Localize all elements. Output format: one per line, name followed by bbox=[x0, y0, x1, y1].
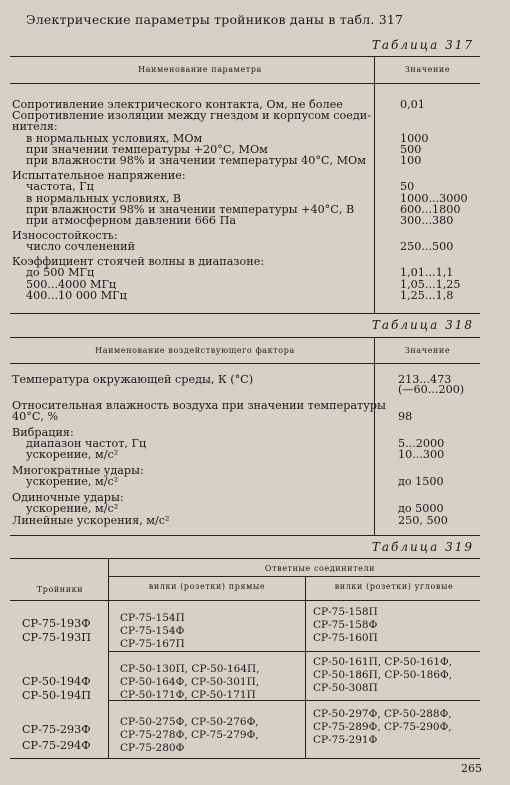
table-317-row-name: при влажности 98% и значении температуры +40°С, В bbox=[26, 203, 355, 216]
table-319-header-straight: вилки (розетки) прямые bbox=[148, 582, 266, 591]
table-317-header-name: Наименование параметра bbox=[138, 65, 262, 74]
table-318-row-value: 213...473 bbox=[398, 373, 452, 386]
table-318-row-name: ускорение, м/с² bbox=[26, 502, 119, 515]
table-319-angle-connector: СР-50-308П bbox=[313, 682, 378, 694]
table-317-top-rule bbox=[10, 56, 480, 57]
table-317-row-value: 50 bbox=[400, 180, 415, 193]
table-319-angle-connector: СР-75-291Ф bbox=[313, 734, 378, 746]
table-317-row-value: 600...1800 bbox=[400, 203, 461, 216]
table-317-row-value: 500 bbox=[400, 143, 422, 156]
table-318-top-rule bbox=[10, 337, 480, 338]
table-318-caption: Таблица 318 bbox=[371, 318, 474, 332]
table-319-tee: СР-75-193Ф bbox=[22, 617, 91, 630]
table-319-top-rule bbox=[10, 558, 480, 559]
table-318-row-name: Вибрация: bbox=[12, 426, 74, 439]
table-317-row-name: нителя: bbox=[12, 120, 58, 133]
table-318-row-name: Линейные ускорения, м/с² bbox=[12, 514, 170, 527]
table-319-angle-connector: СР-75-289Ф, СР-75-290Ф, bbox=[313, 721, 452, 733]
table-318-row-value: 5...2000 bbox=[398, 437, 445, 450]
table-317-row-name: при значении температуры +20°С, МОм bbox=[26, 143, 268, 156]
table-317-header-rule bbox=[10, 83, 480, 84]
table-318-row-value: 250, 500 bbox=[398, 514, 448, 527]
table-319-straight-connector: СР-50-164Ф, СР-50-301П, bbox=[120, 676, 260, 688]
table-319-angle-connector: СР-75-158П bbox=[313, 606, 378, 618]
table-317-column-rule bbox=[374, 56, 375, 313]
table-319-header-tee: Тройники bbox=[36, 585, 84, 594]
table-318-header-value: Значение bbox=[404, 346, 451, 355]
table-318-row-value: 98 bbox=[398, 410, 413, 423]
table-319-header-angle: вилки (розетки) угловые bbox=[334, 582, 454, 591]
table-318-row-name: ускорение, м/с² bbox=[26, 475, 119, 488]
table-317-header-value: Значение bbox=[404, 65, 451, 74]
table-317-row-name: при атмосферном давлении 666 Па bbox=[26, 214, 237, 227]
intro-text: Электрические параметры тройников даны в табл. 317 bbox=[26, 12, 404, 27]
table-317-row-value: 1,01...1,1 bbox=[400, 266, 454, 279]
table-319-mating-column-rule bbox=[305, 576, 306, 758]
table-317-row-value: 1000...3000 bbox=[400, 192, 468, 205]
table-317-row-value: 300...380 bbox=[400, 214, 454, 227]
table-318-row-name: Одиночные удары: bbox=[12, 491, 124, 504]
table-319-tee-column-rule bbox=[108, 558, 109, 758]
table-319-tee: СР-75-294Ф bbox=[22, 739, 91, 752]
table-319-header-mating: Ответные соединители bbox=[264, 564, 376, 573]
table-318-row-name: 40°С, % bbox=[12, 410, 59, 423]
table-317-row-value: 1,25...1,8 bbox=[400, 289, 454, 302]
table-319-bottom-rule bbox=[10, 758, 480, 759]
table-319-straight-connector: СР-50-130П, СР-50-164П, bbox=[120, 663, 260, 675]
table-317-row-name: Сопротивление изоляции между гнездом и корпусом соеди- bbox=[12, 109, 372, 122]
table-317-row-name: число сочленений bbox=[26, 240, 136, 253]
table-317-row-name: в нормальных условиях, МОм bbox=[26, 132, 203, 145]
table-317-caption: Таблица 317 bbox=[371, 38, 474, 52]
table-317-row-name: Износостойкость: bbox=[12, 229, 118, 242]
table-317-bottom-rule bbox=[10, 313, 480, 314]
table-319-straight-connector: СР-50-171Ф, СР-50-171П bbox=[120, 689, 256, 701]
table-319-straight-connector: СР-75-154Ф bbox=[120, 625, 185, 637]
table-317-row-name: 400...10 000 МГц bbox=[26, 289, 127, 302]
table-318-row-name: Относительная влажность воздуха при значении температуры bbox=[12, 399, 386, 412]
table-318-row-value: до 5000 bbox=[398, 502, 444, 515]
table-319-header-rule bbox=[10, 600, 480, 601]
table-318-header-name: Наименование воздействующего фактора bbox=[95, 346, 295, 355]
table-317-row-name: в нормальных условиях, В bbox=[26, 192, 182, 205]
table-318-row-name: Температура окружающей среды, К (°С) bbox=[12, 373, 254, 386]
table-319-angle-connector: СР-50-186П, СР-50-186Ф, bbox=[313, 669, 453, 681]
table-319-straight-connector: СР-75-167П bbox=[120, 638, 185, 650]
table-317-row-value: 100 bbox=[400, 154, 422, 167]
table-318-header-rule bbox=[10, 363, 480, 364]
table-319-tee: СР-75-293Ф bbox=[22, 723, 91, 736]
table-317-row-name: до 500 МГц bbox=[26, 266, 95, 279]
table-319-angle-connector: СР-75-158Ф bbox=[313, 619, 378, 631]
table-319-group-rule bbox=[108, 700, 480, 701]
table-318-row-name: Многократные удары: bbox=[12, 464, 144, 477]
table-317-row-value: 0,01 bbox=[400, 98, 425, 111]
table-318-row-value: до 1500 bbox=[398, 475, 444, 488]
table-317-row-name: Испытательное напряжение: bbox=[12, 169, 186, 182]
table-318-row-name: диапазон частот, Гц bbox=[26, 437, 147, 450]
table-318-bottom-rule bbox=[10, 535, 480, 536]
table-319-subheader-rule bbox=[108, 576, 480, 577]
table-318-column-rule bbox=[374, 337, 375, 535]
table-319-tee: СР-50-194Ф bbox=[22, 675, 91, 688]
table-317-row-name: частота, Гц bbox=[26, 180, 94, 193]
table-319-angle-connector: СР-50-161П, СР-50-161Ф, bbox=[313, 656, 453, 668]
table-318-row-value: (—60...200) bbox=[398, 383, 465, 396]
table-317-row-value: 1,05...1,25 bbox=[400, 278, 461, 291]
table-319-angle-connector: СР-75-160П bbox=[313, 632, 378, 644]
table-317-row-name: при влажности 98% и значении температуры 40°С, МОм bbox=[26, 154, 366, 167]
table-317-row-name: Коэффициент стоячей волны в диапазоне: bbox=[12, 255, 265, 268]
table-319-tee: СР-50-194П bbox=[22, 689, 91, 702]
table-319-group-rule bbox=[108, 651, 480, 652]
table-319-caption: Таблица 319 bbox=[371, 540, 474, 554]
table-318-row-name: ускорение, м/с² bbox=[26, 448, 119, 461]
page-number: 265 bbox=[461, 762, 482, 775]
table-319-straight-connector: СР-50-275Ф, СР-50-276Ф, bbox=[120, 716, 259, 728]
table-319-straight-connector: СР-75-278Ф, СР-75-279Ф, bbox=[120, 729, 259, 741]
table-319-tee: СР-75-193П bbox=[22, 631, 91, 644]
table-317-row-name: Сопротивление электрического контакта, Ом, не более bbox=[12, 98, 343, 111]
table-317-row-name: 500...4000 МГц bbox=[26, 278, 117, 291]
table-319-straight-connector: СР-75-280Ф bbox=[120, 742, 185, 754]
table-318-row-value: 10...300 bbox=[398, 448, 445, 461]
table-319-straight-connector: СР-75-154П bbox=[120, 612, 185, 624]
table-319-angle-connector: СР-50-297Ф, СР-50-288Ф, bbox=[313, 708, 452, 720]
table-317-row-value: 250...500 bbox=[400, 240, 454, 253]
table-317-row-value: 1000 bbox=[400, 132, 429, 145]
